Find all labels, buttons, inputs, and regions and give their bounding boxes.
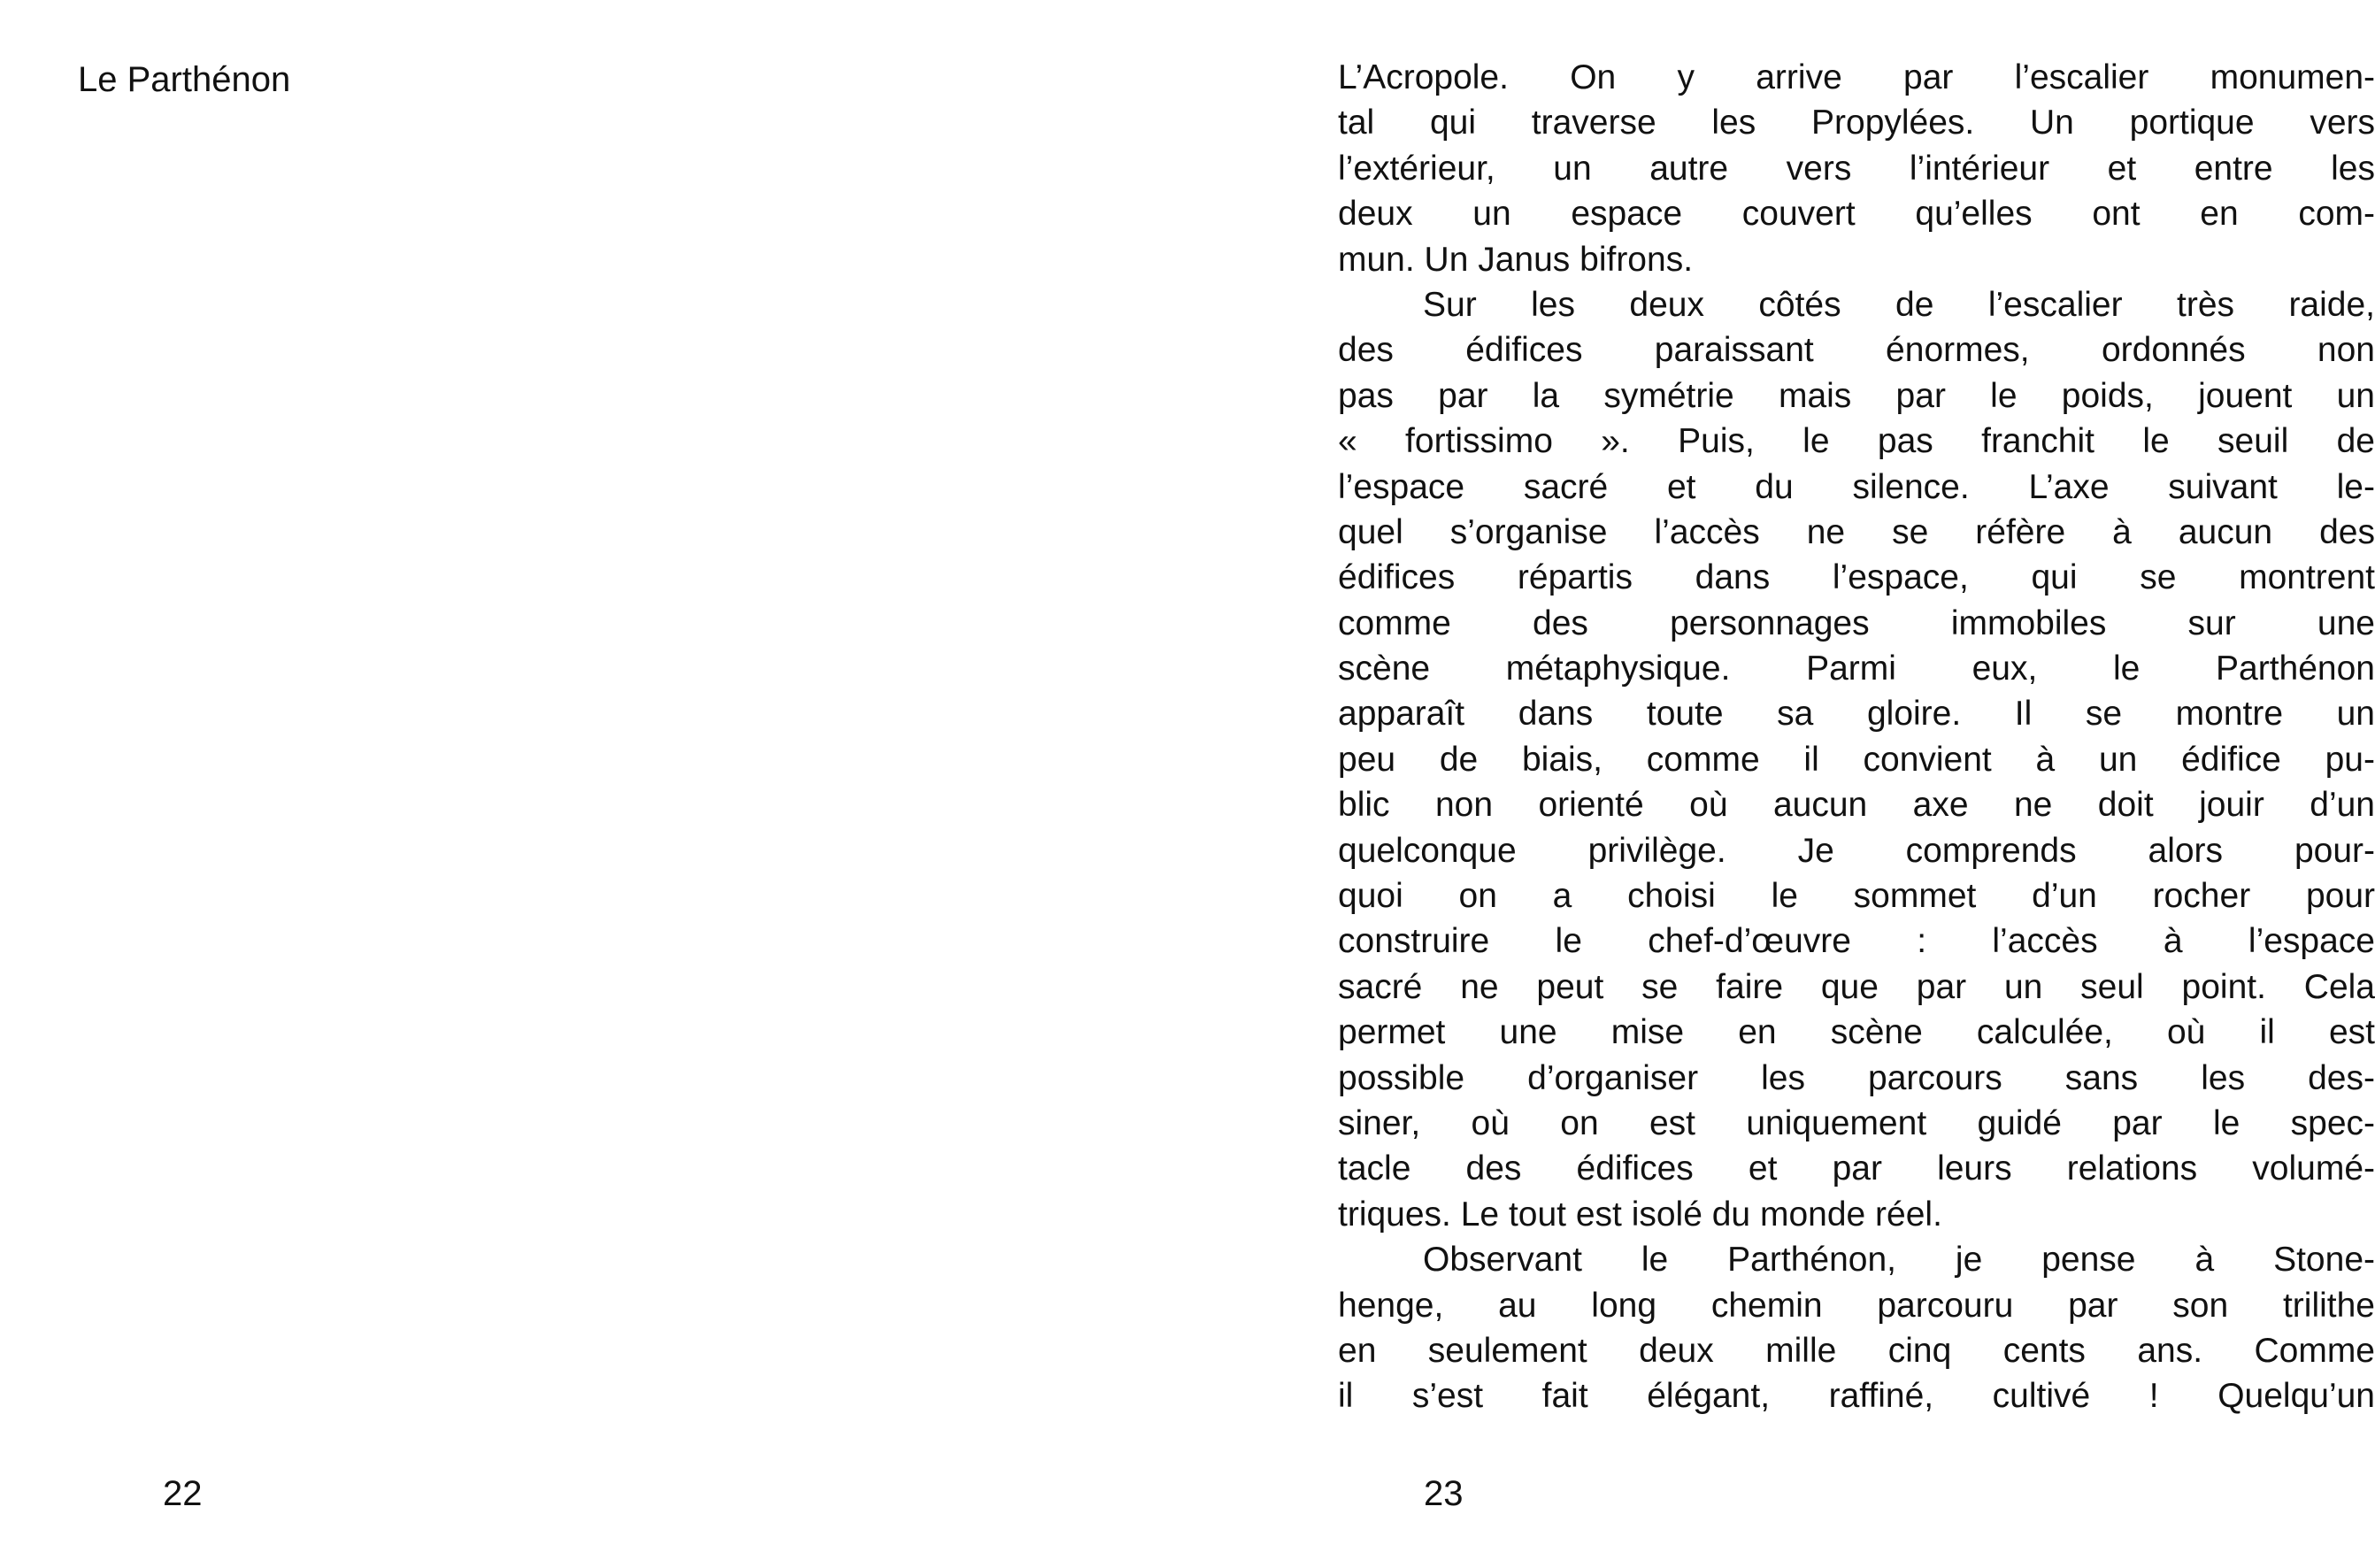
text-line: construire le chef-d’œuvre : l’accès à l’espace: [1338, 922, 2375, 961]
text-line: mun. Un Janus bifrons.: [1338, 240, 1694, 279]
text-line: « fortissimo ». Puis, le pas franchit le seuil de: [1338, 422, 2375, 461]
text-line: édifices répartis dans l’espace, qui se montrent: [1338, 558, 2375, 597]
page-number-right: 23: [1424, 1474, 1464, 1513]
body-text: [1338, 55, 2375, 1419]
right-page: [1097, 0, 2375, 1568]
text-line: quelconque privilège. Je comprends alors pour-: [1338, 831, 2375, 870]
page-number-left: 22: [163, 1474, 203, 1513]
text-line: scène métaphysique. Parmi eux, le Parthénon: [1338, 649, 2375, 688]
text-line: l’extérieur, un autre vers l’intérieur et entre les: [1338, 149, 2375, 188]
text-line: henge, au long chemin parcouru par son trilithe: [1338, 1286, 2375, 1325]
running-head: Le Parthénon: [78, 60, 291, 99]
text-line: des édifices paraissant énormes, ordonnés non: [1338, 331, 2375, 370]
left-page: [0, 0, 1097, 1568]
text-line: pas par la symétrie mais par le poids, jouent un: [1338, 376, 2375, 415]
text-line: Sur les deux côtés de l’escalier très raide,: [1423, 285, 2375, 324]
text-line: Observant le Parthénon, je pense à Stone-: [1423, 1241, 2375, 1280]
text-line: tacle des édifices et par leurs relations volumé-: [1338, 1149, 2375, 1188]
text-line: en seulement deux mille cinq cents ans. Comme: [1338, 1331, 2375, 1370]
text-line: quoi on a choisi le sommet d’un rocher pour: [1338, 877, 2375, 916]
text-line: tal qui traverse les Propylées. Un portique vers: [1338, 104, 2375, 142]
text-line: il s’est fait élégant, raffiné, cultivé ! Quelqu’un: [1338, 1377, 2375, 1416]
text-line: permet une mise en scène calculée, où il est: [1338, 1013, 2375, 1052]
text-line: sacré ne peut se faire que par un seul point. Cela: [1338, 967, 2375, 1006]
text-line: l’espace sacré et du silence. L’axe suivant le-: [1338, 467, 2375, 506]
text-line: L’Acropole. On y arrive par l’escalier monumen-: [1338, 58, 2375, 96]
text-line: triques. Le tout est isolé du monde réel.: [1338, 1195, 1942, 1234]
text-line: deux un espace couvert qu’elles ont en com-: [1338, 195, 2375, 234]
text-line: siner, où on est uniquement guidé par le spec-: [1338, 1103, 2375, 1142]
text-line: apparaît dans toute sa gloire. Il se montre un: [1338, 695, 2375, 734]
text-line: possible d’organiser les parcours sans les des-: [1338, 1058, 2375, 1097]
text-line: peu de biais, comme il convient à un édifice pu-: [1338, 740, 2375, 779]
text-line: comme des personnages immobiles sur une: [1338, 603, 2375, 642]
text-line: quel s’organise l’accès ne se réfère à aucun des: [1338, 512, 2375, 551]
text-line: blic non orienté où aucun axe ne doit jouir d’un: [1338, 786, 2375, 825]
